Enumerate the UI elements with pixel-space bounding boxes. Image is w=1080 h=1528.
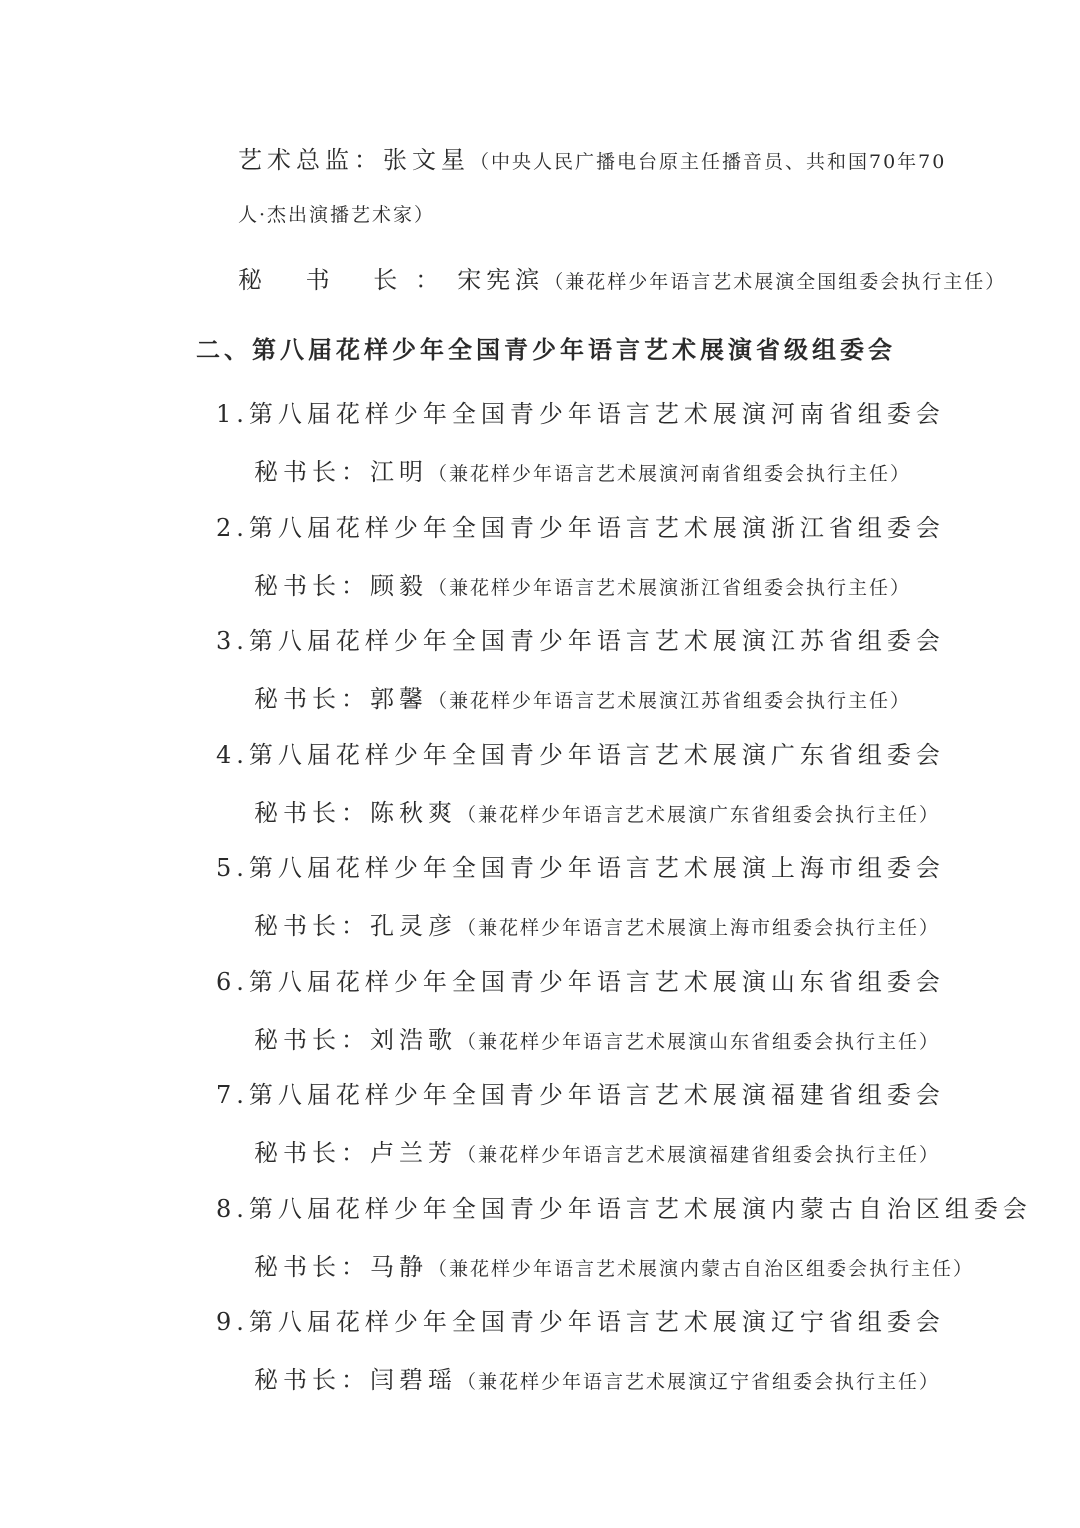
committee-title: 8.第八届花样少年全国青少年语言艺术展演内蒙古自治区组委会 (216, 1194, 1032, 1223)
committee-secretary-line (254, 798, 941, 827)
committee-secretary-line (254, 1252, 975, 1281)
secretary-label: 秘书长： (254, 1366, 370, 1394)
art-director-note-continued: 人·杰出演播艺术家） (238, 204, 436, 226)
committee-secretary-line (254, 1025, 941, 1054)
art-director-label: 艺术总监： (238, 146, 383, 174)
secretary-general-name: 宋宪滨 (457, 266, 545, 294)
section-heading: 二、第八届花样少年全国青少年语言艺术展演省级组委会 (196, 335, 896, 364)
committee-title: 7.第八届花样少年全国青少年语言艺术展演福建省组委会 (216, 1081, 945, 1109)
art-director-note: （中央人民广播电台原主任播音员、共和国70年70 (470, 151, 947, 173)
secretary-note: （兼花样少年语言艺术展演辽宁省组委会执行主任） (457, 1371, 941, 1393)
committee-title: 6.第八届花样少年全国青少年语言艺术展演山东省组委会 (216, 967, 945, 996)
secretary-note: （兼花样少年语言艺术展演山东省组委会执行主任） (457, 1030, 941, 1053)
secretary-note: （兼花样少年语言艺术展演内蒙古自治区组委会执行主任） (428, 1257, 975, 1280)
secretary-general-line (238, 268, 1006, 292)
secretary-note: （兼花样少年语言艺术展演河南省组委会执行主任） (428, 463, 912, 485)
committee-title: 5.第八届花样少年全国青少年语言艺术展演上海市组委会 (216, 854, 945, 882)
committee-secretary-line (254, 914, 940, 938)
committee-title: 3.第八届花样少年全国青少年语言艺术展演江苏省组委会 (216, 627, 945, 655)
committee-title: 1.第八届花样少年全国青少年语言艺术展演河南省组委会 (216, 400, 945, 428)
secretary-note: （兼花样少年语言艺术展演浙江省组委会执行主任） (428, 576, 912, 599)
secretary-name: 孔灵彦 (370, 912, 457, 940)
committee-secretary-line (254, 460, 911, 484)
committee-title: 4.第八届花样少年全国青少年语言艺术展演广东省组委会 (216, 740, 945, 769)
committee-title: 2.第八届花样少年全国青少年语言艺术展演浙江省组委会 (216, 513, 945, 542)
secretary-name: 闫碧瑶 (370, 1366, 457, 1394)
secretary-name: 马静 (370, 1252, 428, 1281)
secretary-label: 秘书长： (254, 1025, 370, 1054)
secretary-name: 陈秋爽 (370, 798, 457, 827)
secretary-note: （兼花样少年语言艺术展演广东省组委会执行主任） (457, 803, 941, 826)
secretary-name: 郭馨 (370, 685, 428, 713)
art-director-line (238, 148, 946, 172)
secretary-label: 秘书长： (254, 685, 370, 713)
secretary-name: 顾毅 (370, 571, 428, 600)
secretary-note: （兼花样少年语言艺术展演福建省组委会执行主任） (457, 1144, 941, 1166)
secretary-note: （兼花样少年语言艺术展演上海市组委会执行主任） (457, 917, 941, 939)
secretary-label: 秘书长： (254, 571, 370, 600)
committee-secretary-line (254, 1368, 940, 1392)
committee-secretary-line (254, 571, 912, 600)
committee-title: 9.第八届花样少年全国青少年语言艺术展演辽宁省组委会 (216, 1308, 945, 1336)
secretary-label: 秘书长： (254, 1252, 370, 1281)
secretary-name: 刘浩歌 (370, 1025, 457, 1054)
secretary-note: （兼花样少年语言艺术展演江苏省组委会执行主任） (428, 690, 912, 712)
secretary-name: 江明 (370, 458, 428, 486)
committee-secretary-line (254, 1141, 940, 1165)
secretary-label: 秘书长： (254, 912, 370, 940)
secretary-label: 秘书长： (254, 798, 370, 827)
secretary-general-note: （兼花样少年语言艺术展演全国组委会执行主任） (544, 271, 1007, 293)
secretary-label: 秘书长： (254, 458, 370, 486)
secretary-general-label: 秘 书 长： (238, 266, 458, 294)
secretary-label: 秘书长： (254, 1139, 370, 1167)
art-director-name: 张文星 (383, 146, 470, 174)
secretary-name: 卢兰芳 (370, 1139, 457, 1167)
committee-secretary-line (254, 687, 911, 711)
